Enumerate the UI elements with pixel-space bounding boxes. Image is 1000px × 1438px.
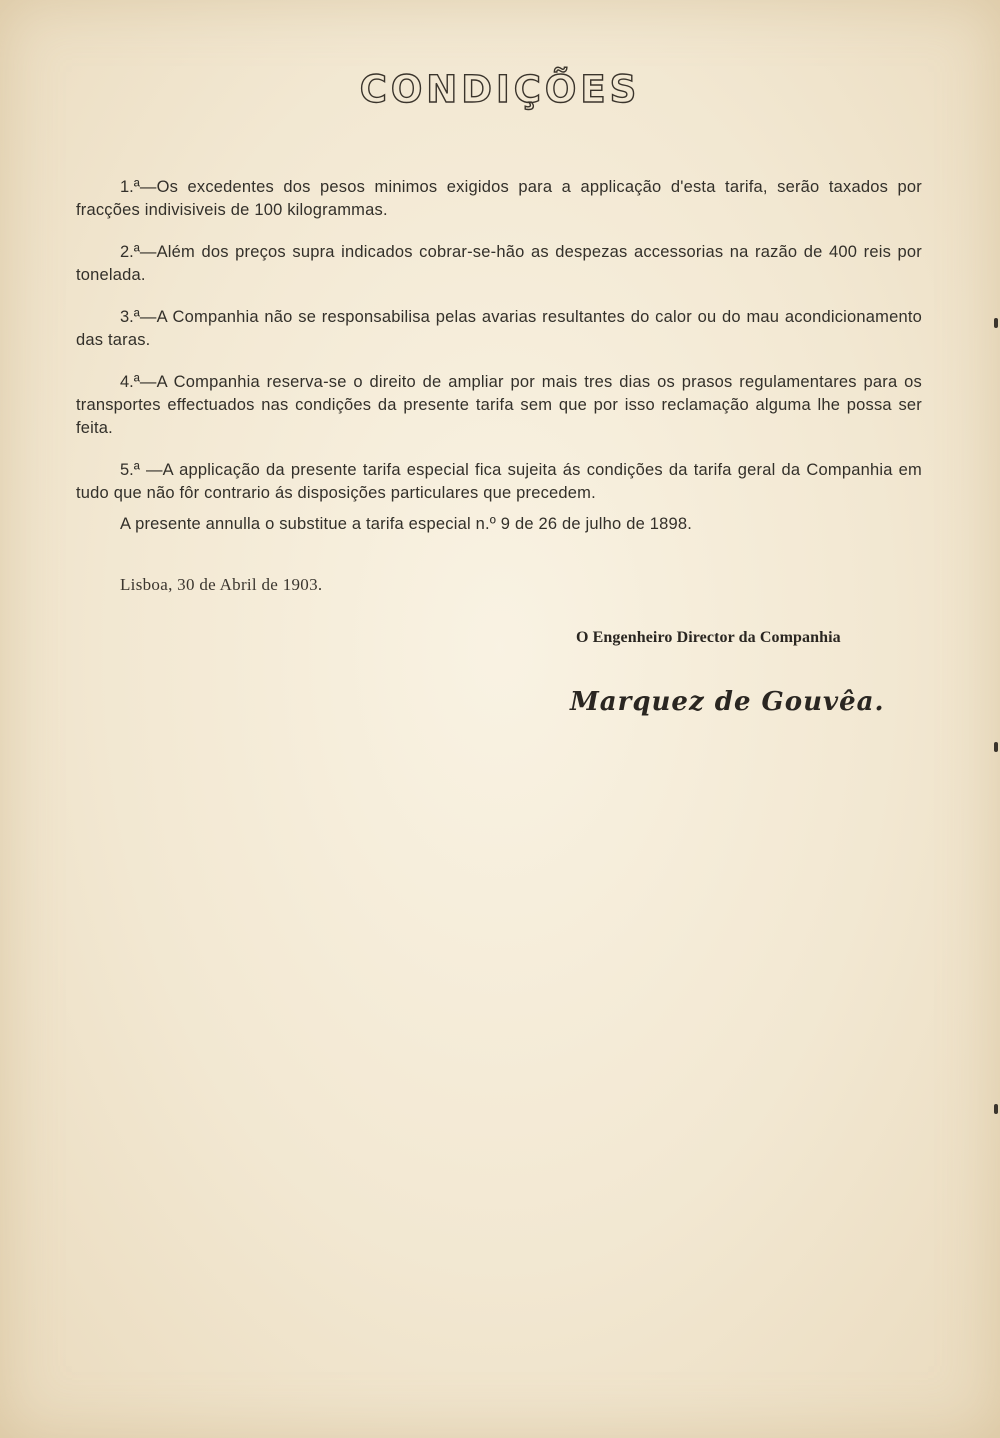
conditions-list bbox=[76, 176, 922, 524]
condition-text: —A Companhia não se responsabilisa pelas avarias resultantes do calor ou do mau acondicionamento das taras. bbox=[76, 308, 922, 349]
condition-text: —A applicação da presente tarifa especial fica sujeita ás condições da tarifa geral da Companhia em tudo que não fôr contrario ás disposições particulares que precedem. bbox=[76, 461, 922, 502]
binding-hole-mark bbox=[994, 1104, 998, 1114]
binding-hole-mark bbox=[994, 742, 998, 752]
condition-item bbox=[76, 371, 922, 440]
condition-number: 2.ª bbox=[120, 243, 140, 261]
condition-item bbox=[76, 241, 922, 287]
condition-number: 4.ª bbox=[120, 373, 140, 391]
condition-item bbox=[76, 459, 922, 505]
condition-item bbox=[76, 306, 922, 352]
signer-title: O Engenheiro Director da Companhia bbox=[576, 629, 841, 646]
binding-hole-mark bbox=[994, 318, 998, 328]
condition-item bbox=[76, 176, 922, 222]
condition-text: —A Companhia reserva-se o direito de ampliar por mais tres dias os prasos regulamentares para os transportes effectuados nas condições da presente tarifa sem que por isso reclamação alguma lhe possa ser feita. bbox=[76, 373, 922, 437]
condition-text: —Os excedentes dos pesos minimos exigidos para a applicação d'esta tarifa, serão taxados por fracções indivisiveis de 100 kilogrammas. bbox=[76, 178, 922, 219]
place-date: Lisboa, 30 de Abril de 1903. bbox=[120, 575, 323, 594]
condition-number: 1.ª bbox=[120, 178, 140, 196]
condition-number: 3.ª bbox=[120, 308, 140, 326]
document-title: CONDIÇÕES bbox=[359, 68, 641, 111]
signature: Marquez de Gouvêa. bbox=[570, 687, 885, 717]
condition-text: —Além dos preços supra indicados cobrar-se-hão as despezas accessorias na razão de 400 reis por tonelada. bbox=[76, 243, 922, 284]
condition-number: 5.ª bbox=[120, 461, 140, 479]
annulment-note: A presente annulla o substitue a tarifa especial n.º 9 de 26 de julho de 1898. bbox=[120, 515, 693, 533]
